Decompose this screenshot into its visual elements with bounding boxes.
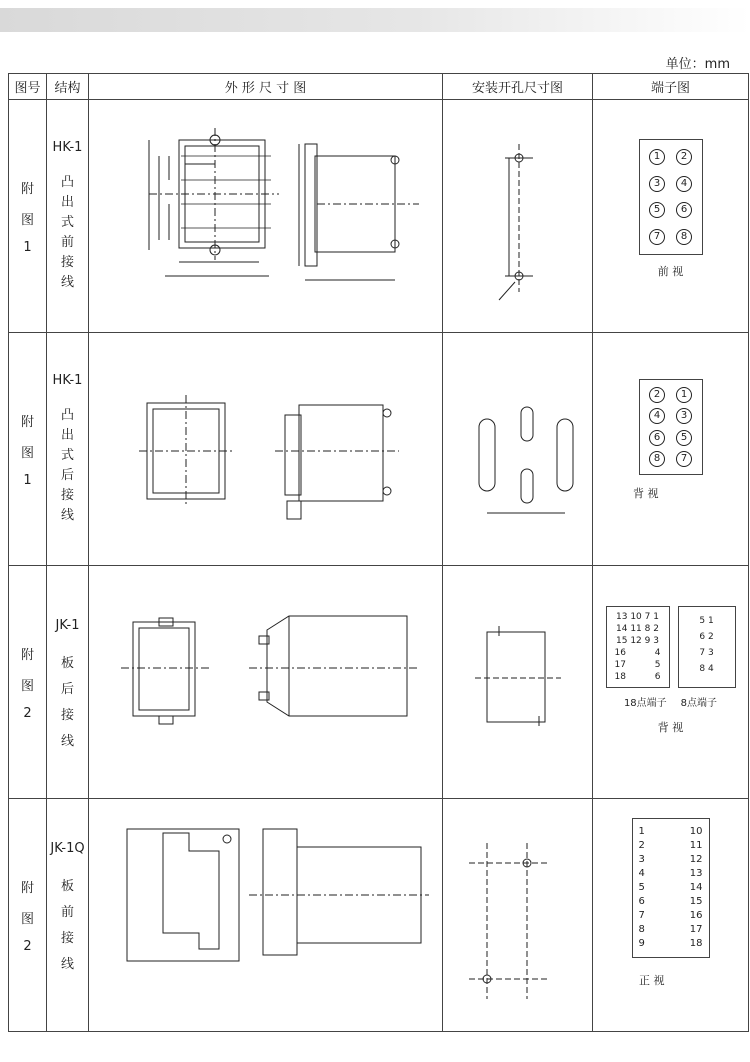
terminal-list-front	[632, 818, 710, 958]
fig-char: 附	[20, 880, 34, 896]
terminal-block	[639, 379, 703, 475]
top-banner	[0, 8, 750, 32]
fig-cell	[9, 566, 47, 799]
wiring-char: 前	[60, 905, 74, 920]
fig-char: 2	[23, 938, 32, 954]
terminal: 3	[653, 635, 659, 646]
terminal-row	[609, 659, 667, 671]
terminal-row	[609, 647, 667, 659]
jk1q-center-outline	[163, 833, 219, 949]
mounting-drawing-hk1-back	[443, 333, 593, 565]
terminal: 3	[638, 854, 645, 865]
wiring-char: 板	[60, 879, 74, 894]
mounting-cell	[443, 333, 593, 566]
terminal: 7	[699, 647, 706, 658]
outline-cell	[89, 566, 443, 799]
view-label: 背 视	[657, 720, 684, 734]
terminal: 7	[644, 611, 651, 622]
terminal: 18	[689, 938, 703, 949]
terminal: 1	[638, 826, 645, 837]
wiring-char: 凸	[60, 408, 74, 423]
row-jk1	[9, 566, 749, 799]
header-fig: 图号	[9, 74, 47, 100]
mounting-drawing-hk1-front	[443, 100, 593, 332]
header-row	[9, 74, 749, 100]
outline-drawing-hk1-front	[89, 100, 443, 332]
terminal-row	[639, 839, 703, 853]
spec-table	[8, 73, 749, 1032]
terminal: 6	[654, 671, 661, 682]
terminal-row	[609, 623, 667, 635]
view-label: 正 视	[639, 974, 665, 987]
terminal-row	[683, 661, 731, 677]
fig-cell	[9, 799, 47, 1032]
terminal-circle: 1	[676, 387, 692, 403]
wiring-char: 后	[60, 682, 74, 697]
view-label: 前 视	[657, 265, 684, 278]
slot	[557, 419, 573, 491]
terminal: 10	[689, 826, 703, 837]
terminal-circle: 8	[676, 229, 692, 245]
jk1q-side-plate	[263, 829, 297, 955]
terminal: 8	[644, 623, 651, 634]
terminal-row	[639, 825, 703, 839]
outline-cell	[89, 100, 443, 333]
terminal-circle: 4	[676, 176, 692, 192]
wiring-char: 凸	[60, 175, 74, 190]
terminal-circle: 6	[649, 430, 665, 446]
terminal: 2	[707, 631, 714, 642]
fig-char: 附	[20, 414, 34, 430]
slot	[521, 407, 533, 441]
model-name: JK-1	[55, 618, 80, 633]
terminal-row	[609, 635, 667, 647]
terminal: 5	[699, 615, 706, 626]
view-label: 背 视	[633, 487, 659, 500]
header-terminal: 端子图	[593, 74, 749, 100]
terminal-row	[639, 895, 703, 909]
wiring-char: 线	[60, 734, 74, 749]
terminal: 8	[638, 924, 645, 935]
terminal-circle: 5	[676, 430, 692, 446]
jk-front-body	[133, 622, 195, 716]
outline-drawing-jk1	[89, 566, 443, 798]
terminal: 5	[654, 659, 661, 670]
terminal: 12	[630, 635, 642, 646]
terminal-cell	[593, 566, 749, 799]
terminal: 1	[707, 615, 714, 626]
terminal: 9	[644, 635, 651, 646]
mounting-cell	[443, 566, 593, 799]
terminal-circle: 2	[676, 149, 692, 165]
terminal: 10	[630, 611, 642, 622]
terminal-circle: 3	[676, 408, 692, 424]
terminal: 16	[614, 647, 626, 658]
structure-cell	[47, 566, 89, 799]
jk-side-body	[267, 616, 407, 716]
terminal-circle: 6	[676, 202, 692, 218]
fig-char: 附	[20, 647, 34, 663]
terminal-row	[683, 645, 731, 661]
slot	[521, 469, 533, 503]
terminal-cell	[593, 333, 749, 566]
outline-cell	[89, 799, 443, 1032]
terminal: 14	[689, 882, 703, 893]
terminal-circle: 1	[649, 149, 665, 165]
terminal: 3	[707, 647, 714, 658]
header-outline: 外 形 尺 寸 图	[89, 74, 443, 100]
wiring-char: 接	[60, 488, 74, 503]
terminal: 13	[689, 868, 703, 879]
terminal: 7	[638, 910, 645, 921]
model-name: JK-1Q	[50, 841, 85, 856]
header-mounting: 安装开孔尺寸图	[443, 74, 593, 100]
terminal-row	[639, 867, 703, 881]
outline-drawing-hk1-back	[89, 333, 443, 565]
row-jk1q	[9, 799, 749, 1032]
wiring-char: 出	[60, 428, 74, 443]
terminal: 1	[653, 611, 659, 622]
wiring-char: 后	[60, 468, 74, 483]
terminal-cell	[593, 100, 749, 333]
terminal: 12	[689, 854, 703, 865]
row-hk1-front	[9, 100, 749, 333]
terminal-row	[609, 671, 667, 683]
terminal-circle: 3	[649, 176, 665, 192]
terminal: 4	[638, 868, 645, 879]
terminal: 8	[699, 663, 706, 674]
terminal: 15	[689, 896, 703, 907]
fig-char: 图	[20, 212, 34, 228]
fig-char: 附	[20, 181, 34, 197]
mounting-drawing-jk1q	[443, 799, 593, 1031]
terminal-row	[639, 881, 703, 895]
fig-cell	[9, 333, 47, 566]
structure-cell	[47, 799, 89, 1032]
mounting-drawing-jk1	[443, 566, 593, 798]
cutout	[487, 632, 545, 722]
wiring-char: 接	[60, 931, 74, 946]
terminal: 14	[616, 623, 628, 634]
terminal-cell	[593, 799, 749, 1032]
terminal: 4	[707, 663, 714, 674]
terminal: 17	[689, 924, 703, 935]
terminal-circle: 8	[649, 451, 665, 467]
fig-char: 1	[23, 472, 32, 488]
terminal-circle: 2	[649, 387, 665, 403]
wiring-char: 出	[60, 195, 74, 210]
structure-cell	[47, 100, 89, 333]
wiring-char: 线	[60, 957, 74, 972]
outline-cell	[89, 333, 443, 566]
terminal-circle: 5	[649, 202, 665, 218]
fig-char: 2	[23, 705, 32, 721]
terminal: 17	[614, 659, 626, 670]
terminal-row	[609, 611, 667, 623]
terminal-circle: 7	[676, 451, 692, 467]
terminal: 6	[699, 631, 706, 642]
terminal: 13	[616, 611, 628, 622]
terminal-block-8	[678, 606, 736, 688]
header-structure: 结构	[47, 74, 89, 100]
terminal-8-label: 8点端子	[680, 697, 718, 709]
terminal: 2	[638, 840, 645, 851]
terminal: 18	[614, 671, 626, 682]
terminal: 15	[616, 635, 628, 646]
terminal: 11	[630, 623, 642, 634]
terminal: 6	[638, 896, 645, 907]
wiring-char: 前	[60, 235, 74, 250]
terminal: 16	[689, 910, 703, 921]
wiring-char: 线	[60, 275, 74, 290]
unit-label: 单位：mm	[665, 57, 730, 72]
wiring-char: 式	[60, 215, 74, 230]
terminal: 9	[638, 938, 645, 949]
jk1q-front-panel	[127, 829, 239, 961]
wiring-char: 板	[60, 656, 74, 671]
mounting-cell	[443, 100, 593, 333]
terminal-block	[639, 139, 703, 255]
terminal-18-label: 18点端子	[623, 697, 667, 709]
structure-cell	[47, 333, 89, 566]
terminal: 5	[638, 882, 645, 893]
terminal-block-18	[606, 606, 670, 688]
fig-char: 图	[20, 911, 34, 927]
slot	[479, 419, 495, 491]
terminal-row	[639, 923, 703, 937]
model-name: HK-1	[52, 140, 83, 155]
wiring-char: 式	[60, 448, 74, 463]
terminal-row	[639, 937, 703, 951]
wiring-char: 线	[60, 508, 74, 523]
terminal-circle: 4	[649, 408, 665, 424]
terminal-row	[683, 629, 731, 645]
wiring-char: 接	[60, 708, 74, 723]
row-hk1-back	[9, 333, 749, 566]
terminal-circle: 7	[649, 229, 665, 245]
wiring-char: 接	[60, 255, 74, 270]
fig-cell	[9, 100, 47, 333]
terminal: 4	[654, 647, 661, 658]
fig-char: 图	[20, 678, 34, 694]
fig-char: 1	[23, 239, 32, 255]
fig-char: 图	[20, 445, 34, 461]
terminal: 11	[689, 840, 703, 851]
model-name: HK-1	[52, 373, 83, 388]
terminal-row	[639, 909, 703, 923]
terminal-row	[683, 613, 731, 629]
outline-drawing-jk1q	[89, 799, 443, 1031]
mounting-cell	[443, 799, 593, 1032]
terminal: 2	[653, 623, 659, 634]
terminal-row	[639, 853, 703, 867]
